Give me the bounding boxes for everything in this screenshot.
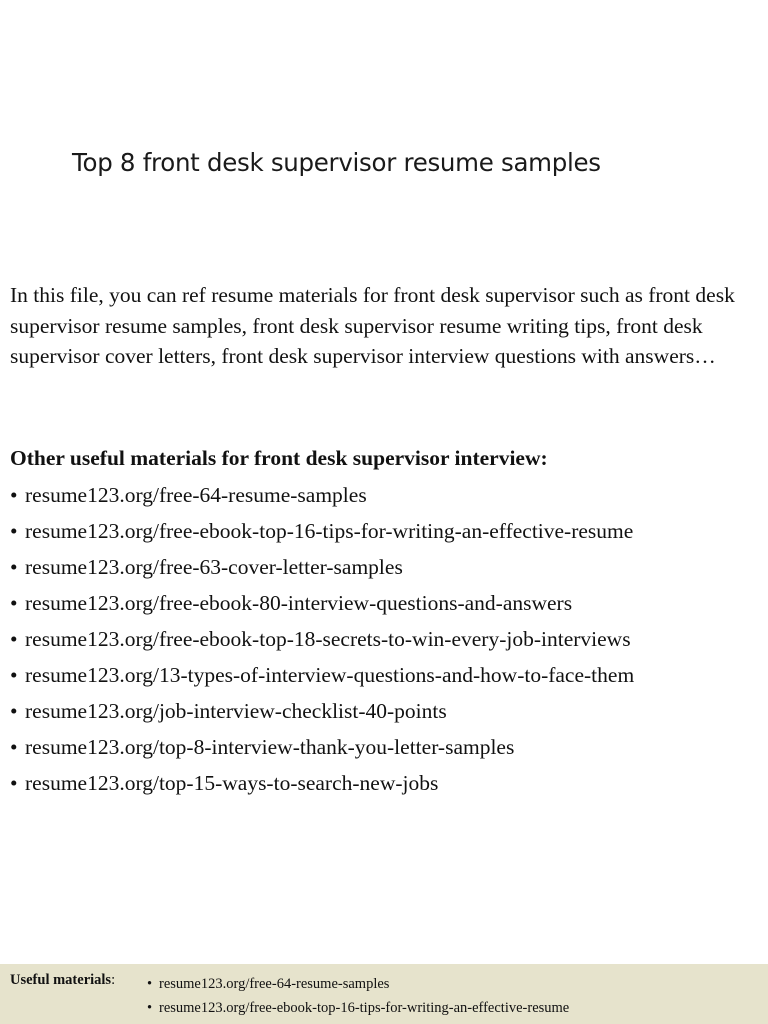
footer-links xyxy=(147,972,569,1020)
bullet-icon: • xyxy=(10,591,18,615)
footer-label xyxy=(10,972,115,989)
bullet-icon: • xyxy=(10,735,18,759)
material-link[interactable]: resume123.org/13-types-of-interview-questions-and-how-to-face-them xyxy=(25,663,635,687)
footer-label-colon: : xyxy=(111,972,116,988)
footer-link[interactable]: resume123.org/free-ebook-top-16-tips-for-writing-an-effective-resume xyxy=(159,1000,570,1016)
footer-list-item[interactable] xyxy=(147,996,569,1020)
materials-list-item[interactable] xyxy=(10,693,634,729)
materials-list-item[interactable] xyxy=(10,513,634,549)
materials-list-item[interactable] xyxy=(10,621,634,657)
bullet-icon: • xyxy=(147,1000,153,1016)
materials-list-item[interactable] xyxy=(10,477,634,513)
bullet-icon: • xyxy=(147,976,153,992)
materials-list-item[interactable] xyxy=(10,765,634,801)
bullet-icon: • xyxy=(10,663,18,687)
material-link[interactable]: resume123.org/free-ebook-top-16-tips-for-writing-an-effective-resume xyxy=(25,519,634,543)
material-link[interactable]: resume123.org/free-ebook-80-interview-questions-and-answers xyxy=(25,591,573,615)
bullet-icon: • xyxy=(10,771,18,795)
materials-list-item[interactable] xyxy=(10,657,634,693)
material-link[interactable]: resume123.org/top-15-ways-to-search-new-jobs xyxy=(25,771,439,795)
footer-label-text: Useful materials xyxy=(10,972,112,988)
bullet-icon: • xyxy=(10,699,18,723)
footer-link[interactable]: resume123.org/free-64-resume-samples xyxy=(159,976,390,992)
bullet-icon: • xyxy=(10,555,18,579)
materials-list-item[interactable] xyxy=(10,585,634,621)
materials-list-item[interactable] xyxy=(10,729,634,765)
page-title: Top 8 front desk supervisor resume samples xyxy=(72,148,601,177)
bullet-icon: • xyxy=(10,519,18,543)
material-link[interactable]: resume123.org/free-ebook-top-18-secrets-to-win-every-job-interviews xyxy=(25,627,631,651)
intro-paragraph: In this file, you can ref resume materials for front desk supervisor such as front desk supervisor resume samples, front desk supervisor resume writing tips, front desk supervisor cover letters, front desk supervisor interview questions with answers… xyxy=(10,283,735,369)
material-link[interactable]: resume123.org/free-63-cover-letter-samples xyxy=(25,555,403,579)
materials-heading: Other useful materials for front desk supervisor interview: xyxy=(10,446,548,470)
bullet-icon: • xyxy=(10,483,18,507)
footer-bar xyxy=(0,964,768,1024)
materials-list-item[interactable] xyxy=(10,549,634,585)
material-link[interactable]: resume123.org/job-interview-checklist-40-points xyxy=(25,699,447,723)
materials-list xyxy=(10,477,634,801)
material-link[interactable]: resume123.org/top-8-interview-thank-you-letter-samples xyxy=(25,735,515,759)
material-link[interactable]: resume123.org/free-64-resume-samples xyxy=(25,483,367,507)
bullet-icon: • xyxy=(10,627,18,651)
footer-list-item[interactable] xyxy=(147,972,569,996)
